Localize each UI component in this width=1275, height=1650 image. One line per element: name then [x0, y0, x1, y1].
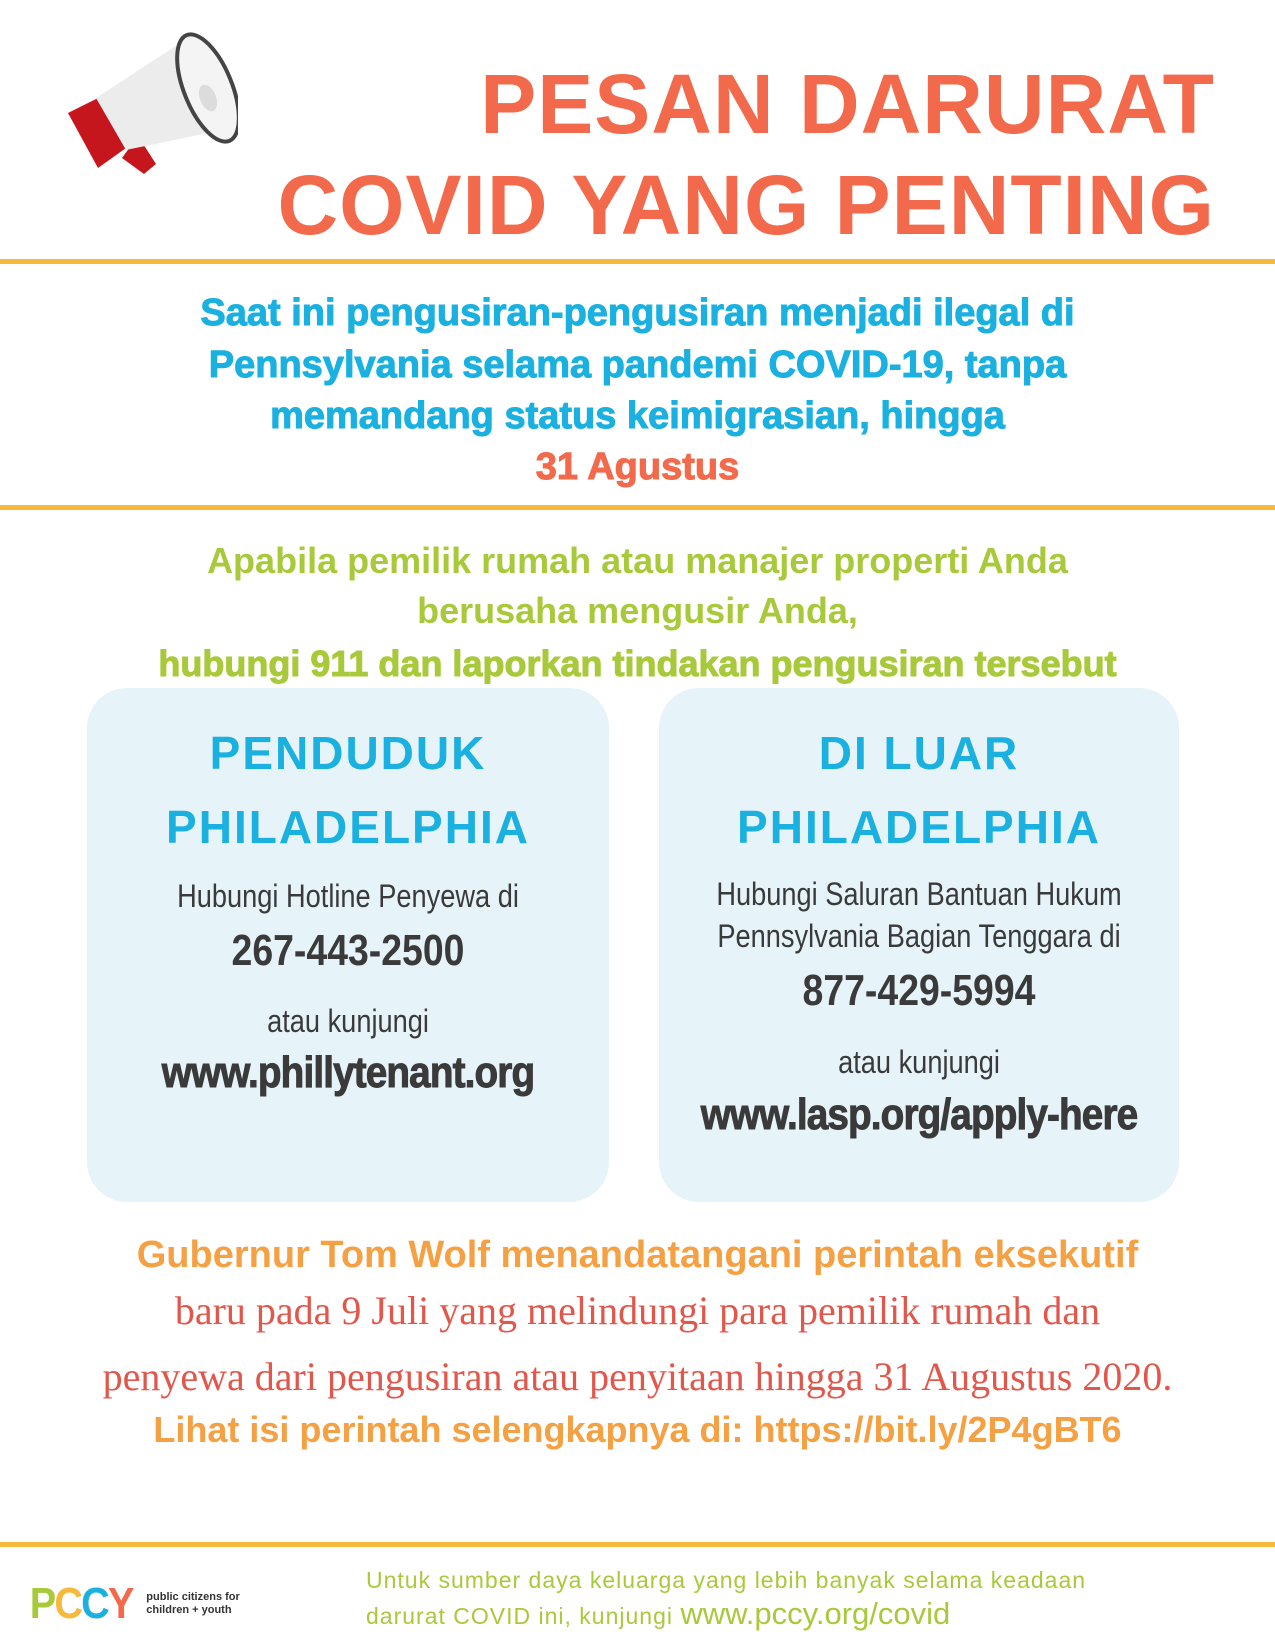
footer-line-1: Untuk sumber daya keluarga yang lebih banyak selama keadaan: [366, 1567, 1087, 1593]
pccy-logo: P C C Y public citizens for children + youth: [24, 1582, 246, 1626]
phone-number: 267-443-2500: [231, 926, 465, 975]
notice-line-1: Saat ini pengusiran-pengusiran menjadi ilegal di: [200, 292, 1075, 334]
title-line-1: PESAN DARURAT: [480, 57, 1215, 151]
website-link[interactable]: www.lasp.org/apply-here: [700, 1090, 1138, 1139]
box-heading: PENDUDUK: [209, 727, 487, 779]
phone-number: 877-429-5994: [802, 966, 1036, 1015]
notice-line-2: Pennsylvania selama pandemi COVID-19, tanpa: [208, 344, 1067, 386]
notice-line-3: memandang status keimigrasian, hingga: [270, 395, 1005, 437]
order-line-1: Gubernur Tom Wolf menandatangani perintah eksekutif: [136, 1234, 1139, 1276]
divider: [0, 505, 1275, 510]
order-link-line[interactable]: Lihat isi perintah selengkapnya di: https://bit.ly/2P4gBT6: [153, 1409, 1122, 1450]
order-line-2: baru pada 9 Juli yang melindungi para pemilik rumah dan: [174, 1288, 1101, 1333]
footer-link[interactable]: www.pccy.org/covid: [680, 1596, 951, 1631]
box-text: atau kunjungi: [267, 1003, 429, 1039]
divider: [0, 259, 1275, 264]
instruction-line-2: berusaha mengusir Anda,: [417, 590, 858, 631]
website-link[interactable]: www.phillytenant.org: [161, 1048, 535, 1097]
box-text: Pennsylvania Bagian Tenggara di: [717, 918, 1121, 954]
megaphone-icon: [58, 18, 238, 188]
box-text: atau kunjungi: [838, 1044, 1000, 1080]
notice-date: 31 Agustus: [535, 446, 740, 488]
title-line-2: COVID YANG PENTING: [277, 158, 1215, 252]
outside-philadelphia-box: [659, 688, 1179, 1202]
instruction-line-3: hubungi 911 dan laporkan tindakan pengusiran tersebut: [158, 643, 1117, 684]
box-heading: DI LUAR: [818, 727, 1020, 779]
logo-subtitle: public citizens for children + youth: [146, 1591, 240, 1616]
order-line-3: penyewa dari pengusiran atau penyitaan hingga 31 Augustus 2020.: [102, 1354, 1173, 1399]
box-text: Hubungi Saluran Bantuan Hukum: [716, 876, 1122, 912]
footer-line-2: darurat COVID ini, kunjungi: [366, 1603, 681, 1629]
box-heading: PHILADELPHIA: [737, 801, 1101, 853]
philadelphia-residents-box: [87, 688, 609, 1202]
divider: [0, 1542, 1275, 1547]
instruction-line-1: Apabila pemilik rumah atau manajer properti Anda: [207, 540, 1068, 581]
box-heading: PHILADELPHIA: [166, 801, 530, 853]
box-text: Hubungi Hotline Penyewa di: [177, 878, 519, 914]
